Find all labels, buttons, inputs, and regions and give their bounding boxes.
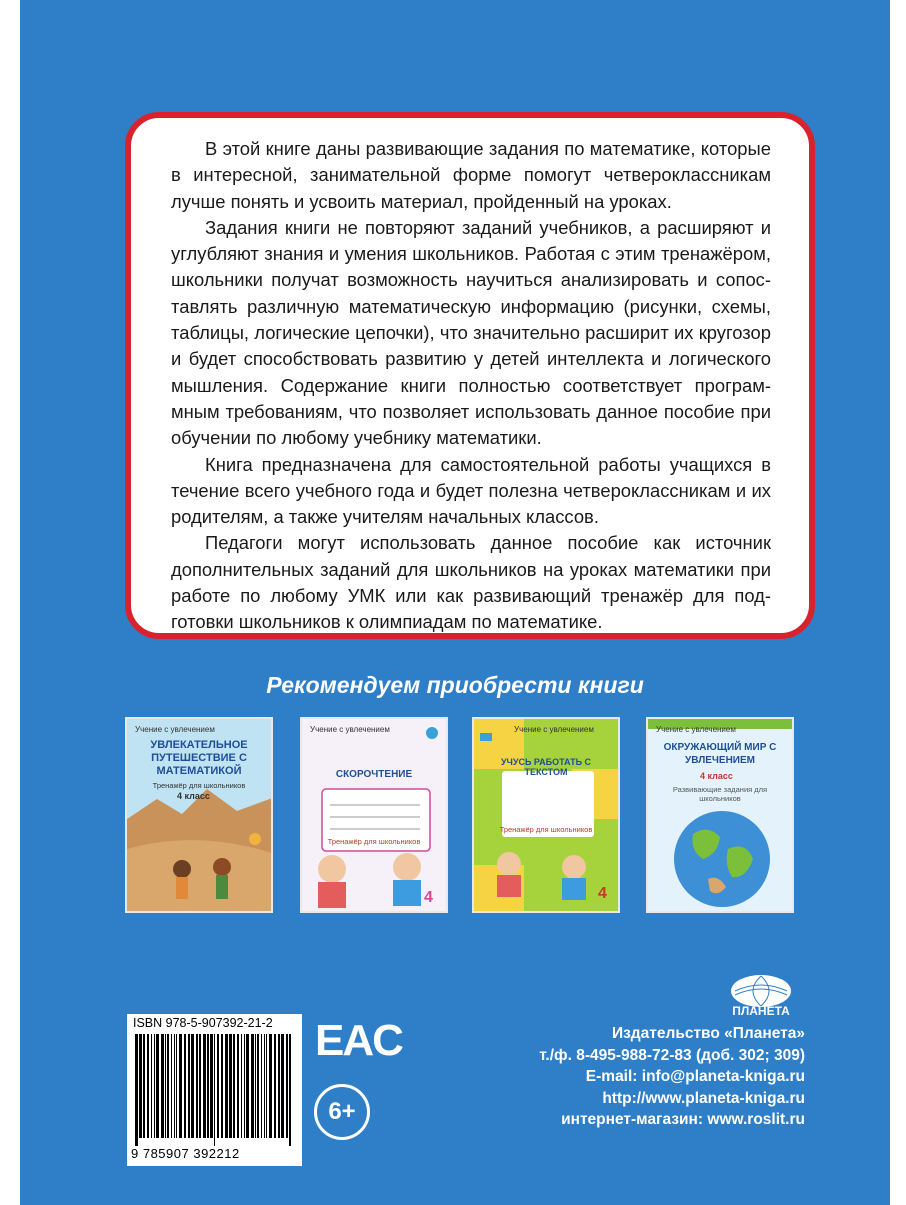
book-3-title: УЧУСЬ РАБОТАТЬ С ТЕКСТОМ (500, 757, 592, 777)
publisher-info (539, 1023, 805, 1131)
book-1-title: УВЛЕКАТЕЛЬНОЕ ПУТЕШЕСТВИЕ С МАТЕМАТИКОЙ (150, 739, 248, 777)
book-2-series: Учение с увлечением (310, 725, 390, 734)
description-box (125, 112, 815, 639)
book-cover-3[interactable] (472, 717, 620, 913)
description-paragraph-1: В этой книге даны развивающие задания по математике, которые в интересной, занимательной форме помогут четвероклассникам лучше понять и усвоить материал, пройденный на уроках. (171, 138, 771, 212)
book-3-series: Учение с увлечением (514, 725, 594, 734)
back-cover (20, 0, 890, 1205)
book-1-subtitle: Тренажёр для школьников (152, 781, 246, 790)
publisher-phone: т./ф. 8-495-988-72-83 (доб. 302; 309) (539, 1046, 805, 1064)
recommend-title: Рекомендуем приобрести книги (266, 672, 644, 698)
eac-mark: EAC (315, 1016, 402, 1065)
book-4-title: ОКРУЖАЮЩИЙ МИР С УВЛЕЧЕНИЕМ (663, 742, 777, 766)
description-paragraph-4: Педагоги могут использовать данное пособие как источник дополнительных заданий для школьников на уроках математики при работе по любому УМК или как развивающий тренажёр для подготовки школьников к олимпиадам по математике. (171, 532, 771, 633)
book-4-series: Учение с увлечением (656, 725, 736, 734)
book-2-subtitle: Тренажёр для школьников (327, 837, 421, 846)
planeta-logo (725, 973, 797, 1017)
book-3-grade: 4 (598, 885, 607, 902)
book-2-title: СКОРОЧТЕНИЕ (335, 769, 413, 780)
barcode-block (127, 1014, 302, 1166)
book-4-grade: 4 класс (700, 771, 733, 781)
book-2-illustration (302, 719, 448, 913)
book-3-subtitle: Тренажёр для школьников (499, 825, 593, 834)
book-1-series: Учение с увлечением (135, 725, 215, 734)
book-cover-1[interactable] (125, 717, 273, 913)
publisher-name: Издательство «Планета» (611, 1025, 805, 1042)
book-cover-4[interactable] (646, 717, 794, 913)
book-cover-2[interactable] (300, 717, 448, 913)
book-2-grade: 4 (424, 889, 433, 906)
isbn-text: ISBN 978-5-907392-21-2 (133, 1016, 273, 1030)
description-paragraph-3: Книга предназначена для самостоятельной работы учащихся в течение всего учебного года и будет полезна четвероклассникам и их родителям, а также учителям начальных классов. (171, 453, 771, 528)
barcode-number: 9 785907 392212 (131, 1146, 240, 1161)
barcode-icon (133, 1034, 296, 1146)
publisher-shop[interactable]: интернет-магазин: www.roslit.ru (561, 1111, 805, 1128)
book-1-grade: 4 класс (177, 791, 210, 801)
book-4-subtitle: Развивающие задания для школьников (672, 785, 768, 803)
book-3-illustration (474, 719, 620, 913)
planeta-logo-text: ПЛАНЕТА (732, 1004, 790, 1017)
description-paragraph-2: Задания книги не повторяют заданий учебников, а расширяют и углубляют знания и умения школьников. Работая с этим тренажёром, школьники получат возможность научиться анализировать и сопоставлять различную математическую информацию (рисунки, схемы, таблицы, логические цепочки), что значительно расширит их кругозор и будет способствовать развитию у детей интеллекта и логического мышления. Содержание книги полностью соответствует программным требованиям, что позволяет использовать данное пособие при обучении по любому учебнику математики. (171, 216, 771, 449)
publisher-email[interactable]: E-mail: info@planeta-kniga.ru (585, 1068, 805, 1085)
age-rating-badge: 6+ (314, 1084, 370, 1140)
publisher-website[interactable]: http://www.planeta-kniga.ru (602, 1089, 805, 1107)
